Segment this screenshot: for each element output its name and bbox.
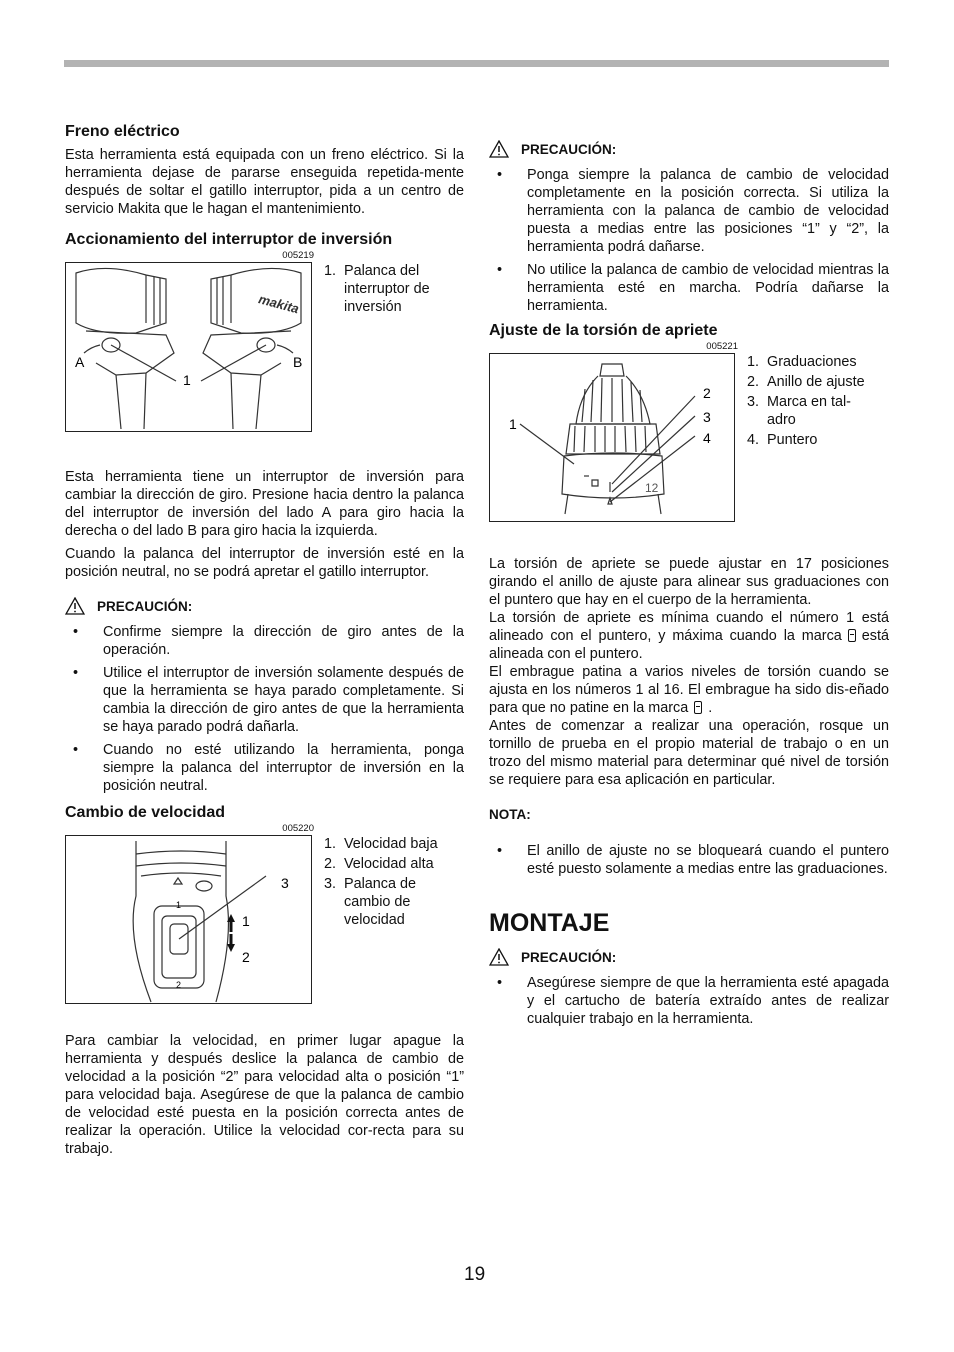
warning-icon	[489, 948, 509, 966]
caution-block	[65, 597, 464, 615]
warning-icon	[489, 140, 509, 158]
bullet-item: • No utilice la palanca de cambio de velocidad mientras la herramienta esté en marcha. Podría dañarse la herramienta.	[497, 262, 889, 314]
figure-code: 005220	[282, 823, 314, 834]
caution-block	[489, 948, 889, 966]
label-1: 1	[183, 372, 191, 388]
torque-ring-illustration	[489, 353, 735, 522]
section-heading-inversion: Accionamiento del interruptor de inversión	[65, 231, 393, 248]
ring-number: 12	[645, 481, 659, 495]
caution-label: PRECAUCIÓN:	[97, 598, 193, 614]
brand-logo: makita	[256, 291, 301, 317]
section-heading-velocidad: Cambio de velocidad	[65, 804, 226, 821]
legend-item: 3. Marca en tal-adro	[747, 394, 851, 428]
caution-label: PRECAUCIÓN:	[521, 949, 617, 965]
legend-item: 1. Velocidad baja	[324, 836, 438, 852]
lever-mark-1: 1	[176, 900, 182, 910]
legend-item: 2. Anillo de ajuste	[747, 374, 865, 390]
label-2: 2	[242, 949, 250, 965]
label-4: 4	[703, 430, 711, 446]
max-torque-mark-icon	[848, 629, 856, 642]
warning-icon	[65, 597, 85, 615]
torsion-para-3: El embrague patina a varios niveles de torsión cuando se ajusta en los números 1 al 16. El embrague ha sido dis-eñado para que no patine en la marca .	[489, 664, 889, 716]
label-1: 1	[509, 416, 517, 432]
caution-block	[489, 140, 889, 158]
velocidad-text: Para cambiar la velocidad, en primer lugar apague la herramienta y después deslice la palanca de cambio de velocidad a la posición “2” para velocidad alta o posición “1” para velocidad baja. Asegúrese de que la palanca de cambio de velocidad esté puesta en la posición correcta antes de realizar la operación. Utilice la velocidad cor-recta para su trabajo.	[65, 1033, 464, 1157]
legend-item: 4. Puntero	[747, 432, 818, 448]
section-heading-montaje: MONTAJE	[489, 909, 610, 937]
figure-legend	[324, 835, 438, 931]
figure-velocidad	[65, 835, 464, 1004]
note-list	[489, 842, 889, 878]
legend-item: 3. Palanca de cambio de velocidad	[324, 876, 417, 928]
bullet-item: • Utilice el interruptor de inversión solamente después de que la herramienta se haya parado completamente. Si cambia la dirección de giro antes de que la herramienta se haya parado podrá dañarla.	[73, 665, 464, 735]
bullet-item: • Asegúrese siempre de que la herramienta esté apagada y el cartucho de batería extraído antes de realizar cualquier trabajo en la herramienta.	[497, 975, 889, 1027]
header-rule	[64, 60, 889, 67]
label-3: 3	[703, 409, 711, 425]
inversion-para-1: Esta herramienta tiene un interruptor de inversión para cambiar la dirección de giro. Presione hacia dentro la palanca del interruptor de inversión del lado A para giro hacia la derecha o del lado B para giro hacia la izquierda.	[65, 469, 464, 539]
label-a: A	[75, 354, 85, 370]
label-1: 1	[242, 913, 250, 929]
bullet-item: • Ponga siempre la palanca de cambio de velocidad completamente en la posición correcta. Si utiliza la herramienta con la palanca de cambio de velocidad puesta a medias entre las posiciones “1” y “2”, la herramienta podrá dañarse.	[497, 167, 889, 255]
bullet-item: • Cuando no esté utilizando la herramienta, ponga siempre la palanca del interruptor de inversión en la posición neutral.	[73, 742, 464, 794]
label-2: 2	[703, 385, 711, 401]
label-b: B	[293, 354, 303, 370]
torsion-para-2: La torsión de apriete es mínima cuando el número 1 está alineado con el puntero, y máxima cuando la marca está alineada con el puntero.	[489, 610, 889, 662]
torsion-para-4: Antes de comenzar a realizar una operación, rosque un tornillo de prueba en el propio material de trabajo o en un trozo del mismo material para determinar qué nivel de torsión se requiere para esa aplicación en particular.	[489, 718, 889, 788]
bullet-item: • Confirme siempre la dirección de giro antes de la operación.	[73, 624, 464, 658]
figure-legend	[324, 262, 444, 318]
caution-list	[489, 166, 889, 315]
inversion-para-2: Cuando la palanca del interruptor de inversión esté en la posición neutral, no se podrá apretar el gatillo interruptor.	[65, 546, 464, 580]
figure-torsion	[489, 353, 889, 522]
bullet-item: • El anillo de ajuste no se bloqueará cuando el puntero esté puesto solamente a medias entre las graduaciones.	[497, 843, 889, 877]
figure-code: 005221	[706, 341, 738, 352]
note-label: NOTA:	[489, 807, 531, 822]
reversing-switch-illustration	[65, 262, 312, 432]
figure-legend	[747, 353, 865, 451]
legend-item: 1. Palanca del interruptor de inversión	[324, 263, 430, 315]
caution-list	[489, 974, 889, 1028]
torsion-para-1: La torsión de apriete se puede ajustar en 17 posiciones girando el anillo de ajuste para alinear sus graduaciones con el puntero que hay en el cuerpo de la herramienta.	[489, 556, 889, 608]
label-3: 3	[281, 875, 289, 891]
torsion-text	[489, 555, 889, 789]
speed-change-illustration	[65, 835, 312, 1004]
page-number: 19	[464, 1264, 486, 1285]
section-heading-freno: Freno eléctrico	[65, 123, 180, 140]
figure-inversion	[65, 262, 464, 432]
caution-list	[65, 623, 464, 795]
max-torque-mark-icon	[694, 701, 702, 714]
freno-text: Esta herramienta está equipada con un freno eléctrico. Si la herramienta dejase de pararse enseguida repetida-mente después de soltar el gatillo interruptor, pida a un centro de servicio Makita que le hagan el mantenimiento.	[65, 147, 464, 217]
legend-item: 1. Graduaciones	[747, 354, 857, 370]
lever-mark-2: 2	[176, 980, 182, 990]
caution-label: PRECAUCIÓN:	[521, 141, 617, 157]
right-column	[489, 138, 889, 1033]
left-column	[65, 122, 464, 1158]
legend-item: 2. Velocidad alta	[324, 856, 434, 872]
section-heading-torsion: Ajuste de la torsión de apriete	[489, 322, 718, 339]
figure-code: 005219	[282, 250, 314, 261]
